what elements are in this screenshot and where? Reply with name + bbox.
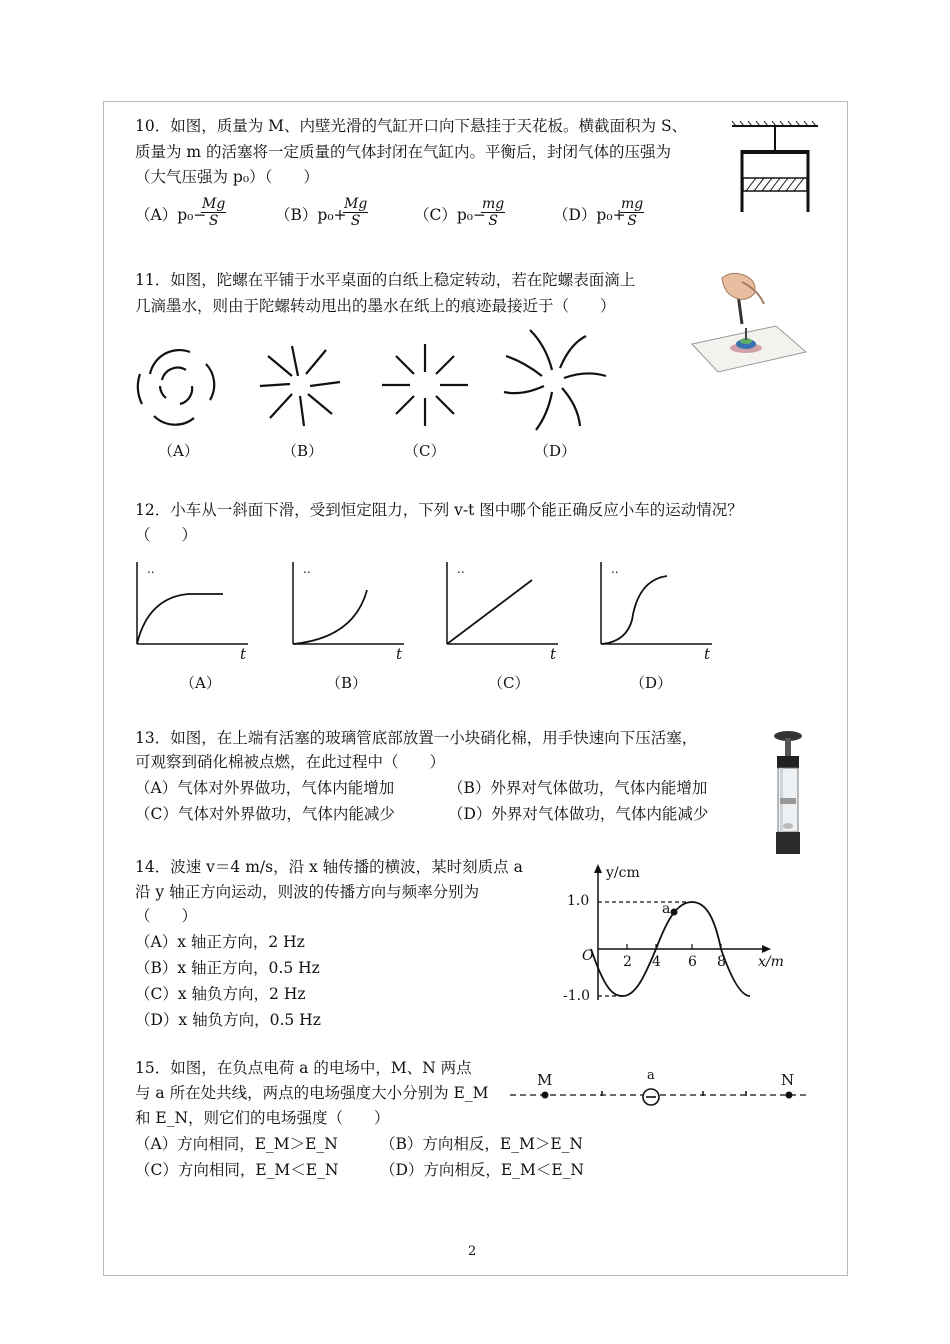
- q10-line2: 质量为 m 的活塞将一定质量的气体封闭在气缸内。平衡后，封闭气体的压强为: [135, 143, 672, 161]
- q10-option-b: （B）p₀+: [275, 206, 347, 224]
- q10-option-a: （A）p₀−: [135, 206, 207, 224]
- q12-graph-b-v-axis: ..: [303, 562, 311, 576]
- q12-graph-a-t-axis: t: [240, 645, 247, 663]
- q10-option-c: （C）p₀−: [414, 206, 486, 224]
- q14-option-c: （C）x 轴负方向，2 Hz: [135, 985, 306, 1003]
- q12-label-c: （C）: [488, 674, 530, 692]
- q14-x-tick-6: 6: [688, 954, 697, 970]
- q11-option-d-figure: [500, 326, 610, 436]
- q12-label-b: （B）: [326, 674, 368, 692]
- q12-graph-c-v-axis: ..: [457, 562, 465, 576]
- q15-line2: 与 a 所在处共线，两点的电场强度大小分别为 E_M: [135, 1084, 489, 1102]
- q10-option-d-fraction: $\frac{mg}{S}$: [621, 196, 644, 229]
- q14-y-bottom-label: -1.0: [563, 988, 590, 1004]
- q15-charge-a-label: a: [647, 1068, 655, 1083]
- q11-label-a: （A）: [158, 442, 199, 460]
- q14-line3: （ ）: [135, 907, 198, 925]
- q14-line1: 14．波速 v＝4 m/s，沿 x 轴传播的横波，某时刻质点 a: [135, 858, 523, 876]
- q11-line1: 11．如图，陀螺在平铺于水平桌面的白纸上稳定转动，若在陀螺表面滴上: [135, 271, 636, 289]
- q14-wave-graph: [555, 860, 795, 1010]
- q14-origin-label: O: [582, 948, 594, 964]
- q13-glass-tube-figure: [768, 728, 808, 858]
- spinning-top-photo: [688, 268, 810, 376]
- q13-option-a: （A）气体对外界做功，气体内能增加: [135, 779, 395, 797]
- q10-option-c-fraction: $\frac{mg}{S}$: [482, 196, 505, 229]
- q15-option-b: （B）方向相反，E_M＞E_N: [380, 1135, 583, 1153]
- q12-label-d: （D）: [630, 674, 673, 692]
- q13-option-d: （D）外界对气体做功，气体内能减少: [448, 805, 709, 823]
- q14-y-top-label: 1.0: [567, 893, 590, 909]
- q15-point-n-label: N: [781, 1071, 795, 1089]
- q14-line2: 沿 y 轴正方向运动，则波的传播方向与频率分别为: [135, 883, 480, 901]
- q11-label-b: （B）: [282, 442, 324, 460]
- q11-option-c-figure: [380, 340, 470, 430]
- q14-x-tick-4: 4: [652, 954, 661, 970]
- q13-option-c: （C）气体对外界做功，气体内能减少: [135, 805, 395, 823]
- q14-x-axis-label: x/m: [758, 954, 784, 970]
- q11-label-c: （C）: [404, 442, 446, 460]
- q15-point-m-label: M: [537, 1071, 553, 1089]
- q11-label-d: （D）: [534, 442, 577, 460]
- q12-line1: 12．小车从一斜面下滑，受到恒定阻力，下列 v-t 图中哪个能正确反应小车的运动情况？: [135, 501, 743, 519]
- q15-line1: 15．如图，在负点电荷 a 的电场中，M、N 两点: [135, 1059, 472, 1077]
- q12-graph-b-t-axis: t: [396, 645, 403, 663]
- q11-line2: 几滴墨水，则由于陀螺转动甩出的墨水在纸上的痕迹最接近于（ ）: [135, 297, 616, 315]
- q13-line1: 13．如图，在上端有活塞的玻璃管底部放置一小块硝化棉，用手快速向下压活塞，: [135, 729, 698, 747]
- q13-option-b: （B）外界对气体做功，气体内能增加: [448, 779, 708, 797]
- q14-x-tick-2: 2: [623, 954, 632, 970]
- q10-line1: 10．如图，质量为 M、内壁光滑的气缸开口向下悬挂于天花板。横截面积为 S、: [135, 117, 688, 135]
- q10-option-b-fraction: $\frac{Mg}{S}$: [344, 196, 368, 229]
- q15-option-a: （A）方向相同，E_M＞E_N: [135, 1135, 338, 1153]
- q10-option-d: （D）p₀+: [553, 206, 626, 224]
- q10-cylinder-figure: [730, 120, 820, 220]
- q10-option-a-fraction: $\frac{Mg}{S}$: [202, 196, 226, 229]
- q14-y-axis-label: y/cm: [606, 865, 640, 881]
- q12-graph-d-t-axis: t: [704, 645, 711, 663]
- q15-option-c: （C）方向相同，E_M＜E_N: [135, 1161, 339, 1179]
- q14-option-d: （D）x 轴负方向，0.5 Hz: [135, 1011, 321, 1029]
- q15-line3: 和 E_N，则它们的电场强度（ ）: [135, 1109, 390, 1127]
- q15-option-d: （D）方向相反，E_M＜E_N: [380, 1161, 584, 1179]
- q14-x-tick-8: 8: [717, 954, 726, 970]
- q10-line3: （大气压强为 p₀）（ ）: [135, 168, 319, 186]
- q12-label-a: （A）: [180, 674, 221, 692]
- q14-option-a: （A）x 轴正方向，2 Hz: [135, 933, 305, 951]
- q12-line2: （ ）: [135, 526, 198, 544]
- q12-graph-d-v-axis: ..: [611, 562, 619, 576]
- q14-option-b: （B）x 轴正方向，0.5 Hz: [135, 959, 320, 977]
- q13-line2: 可观察到硝化棉被点燃，在此过程中（ ）: [135, 753, 446, 771]
- q12-graph-c-t-axis: t: [550, 645, 557, 663]
- q11-option-a-figure: [132, 340, 222, 430]
- q12-graph-a-v-axis: ..: [147, 562, 155, 576]
- q14-point-a-label: a: [662, 901, 671, 917]
- page-number: 2: [468, 1244, 477, 1259]
- q11-option-b-figure: [256, 340, 346, 430]
